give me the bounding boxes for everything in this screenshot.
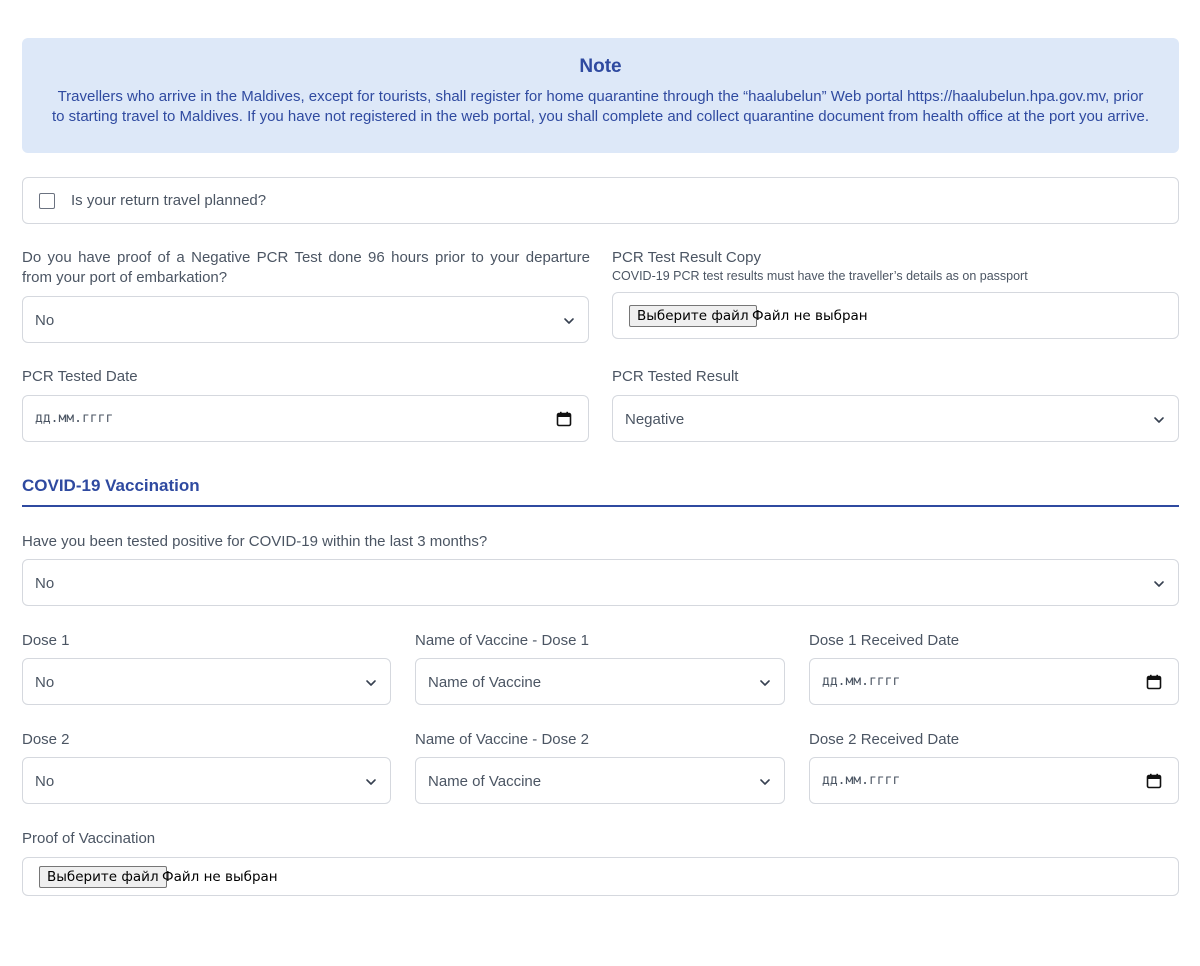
pcr-copy-file-input[interactable]: [612, 292, 1179, 339]
note-title: Note: [579, 56, 622, 77]
vaccine2-label: Name of Vaccine - Dose 2: [415, 731, 589, 748]
chevron-down-icon: [758, 676, 772, 690]
note-body: Travellers who arrive in the Maldives, except for tourists, shall register for home quarantine through the “haalubelun” Web portal https://haalubelun.hpa.gov.mv, prior to starting travel to Maldives. If you have not registered in the web portal, you shall complete and collect quarantine document from health office at the port you arrive.: [52, 88, 1149, 125]
return-travel-row[interactable]: [22, 177, 1179, 224]
return-travel-checkbox[interactable]: [39, 193, 55, 209]
positive-question-label: Have you been tested positive for COVID-19 within the last 3 months?: [22, 533, 488, 550]
quarantine-note: [22, 38, 1179, 153]
dose2-label: Dose 2: [22, 731, 70, 748]
calendar-icon[interactable]: [1146, 773, 1162, 789]
chevron-down-icon: [1152, 413, 1166, 427]
calendar-icon[interactable]: [556, 411, 572, 427]
chevron-down-icon: [1152, 577, 1166, 591]
calendar-icon[interactable]: [1146, 674, 1162, 690]
chevron-down-icon: [758, 775, 772, 789]
vaccine1-label: Name of Vaccine - Dose 1: [415, 632, 589, 649]
pcr-result-value: Negative: [625, 411, 685, 428]
pcr-date-input[interactable]: [22, 395, 589, 442]
proof-file-status: Файл не выбран: [162, 869, 278, 885]
vaccine1-value: Name of Vaccine: [428, 674, 542, 691]
vaccine1-select[interactable]: [415, 658, 785, 705]
dose1-date-placeholder: дд.мм.гггг: [822, 674, 901, 689]
chevron-down-icon: [364, 775, 378, 789]
proof-vaccination-label: Proof of Vaccination: [22, 830, 156, 847]
dose2-date-placeholder: дд.мм.гггг: [822, 773, 901, 788]
chevron-down-icon: [562, 314, 576, 328]
proof-choose-button[interactable]: Выберите файл: [39, 866, 167, 888]
proof-vaccination-file-input[interactable]: [22, 857, 1179, 896]
pcr-copy-label: PCR Test Result Copy: [612, 249, 761, 266]
pcr-copy-choose-button[interactable]: Выберите файл: [629, 305, 757, 327]
return-travel-label: Is your return travel planned?: [71, 192, 267, 209]
pcr-proof-value: No: [35, 312, 55, 329]
pcr-proof-select[interactable]: [22, 296, 589, 343]
pcr-copy-file-status: Файл не выбран: [752, 308, 868, 324]
dose1-date-label: Dose 1 Received Date: [809, 632, 960, 649]
positive-question-value: No: [35, 575, 55, 592]
vaccination-section-title: COVID-19 Vaccination: [22, 476, 200, 495]
vaccine2-value: Name of Vaccine: [428, 773, 542, 790]
dose1-select[interactable]: [22, 658, 391, 705]
pcr-result-label: PCR Tested Result: [612, 368, 739, 385]
dose1-value: No: [35, 674, 55, 691]
dose2-value: No: [35, 773, 55, 790]
pcr-proof-label: Do you have proof of a Negative PCR Test done 96 hours prior to your departure from your port of embarkation?: [22, 249, 590, 286]
pcr-date-label: PCR Tested Date: [22, 368, 138, 385]
chevron-down-icon: [364, 676, 378, 690]
dose2-date-input[interactable]: [809, 757, 1179, 804]
dose2-date-label: Dose 2 Received Date: [809, 731, 960, 748]
pcr-result-select[interactable]: [612, 395, 1179, 442]
pcr-date-placeholder: дд.мм.гггг: [35, 411, 114, 426]
dose1-date-input[interactable]: [809, 658, 1179, 705]
positive-question-select[interactable]: [22, 559, 1179, 606]
vaccine2-select[interactable]: [415, 757, 785, 804]
pcr-copy-hint: COVID-19 PCR test results must have the traveller’s details as on passport: [612, 269, 1028, 283]
dose1-label: Dose 1: [22, 632, 70, 649]
dose2-select[interactable]: [22, 757, 391, 804]
section-divider: [22, 505, 1179, 507]
